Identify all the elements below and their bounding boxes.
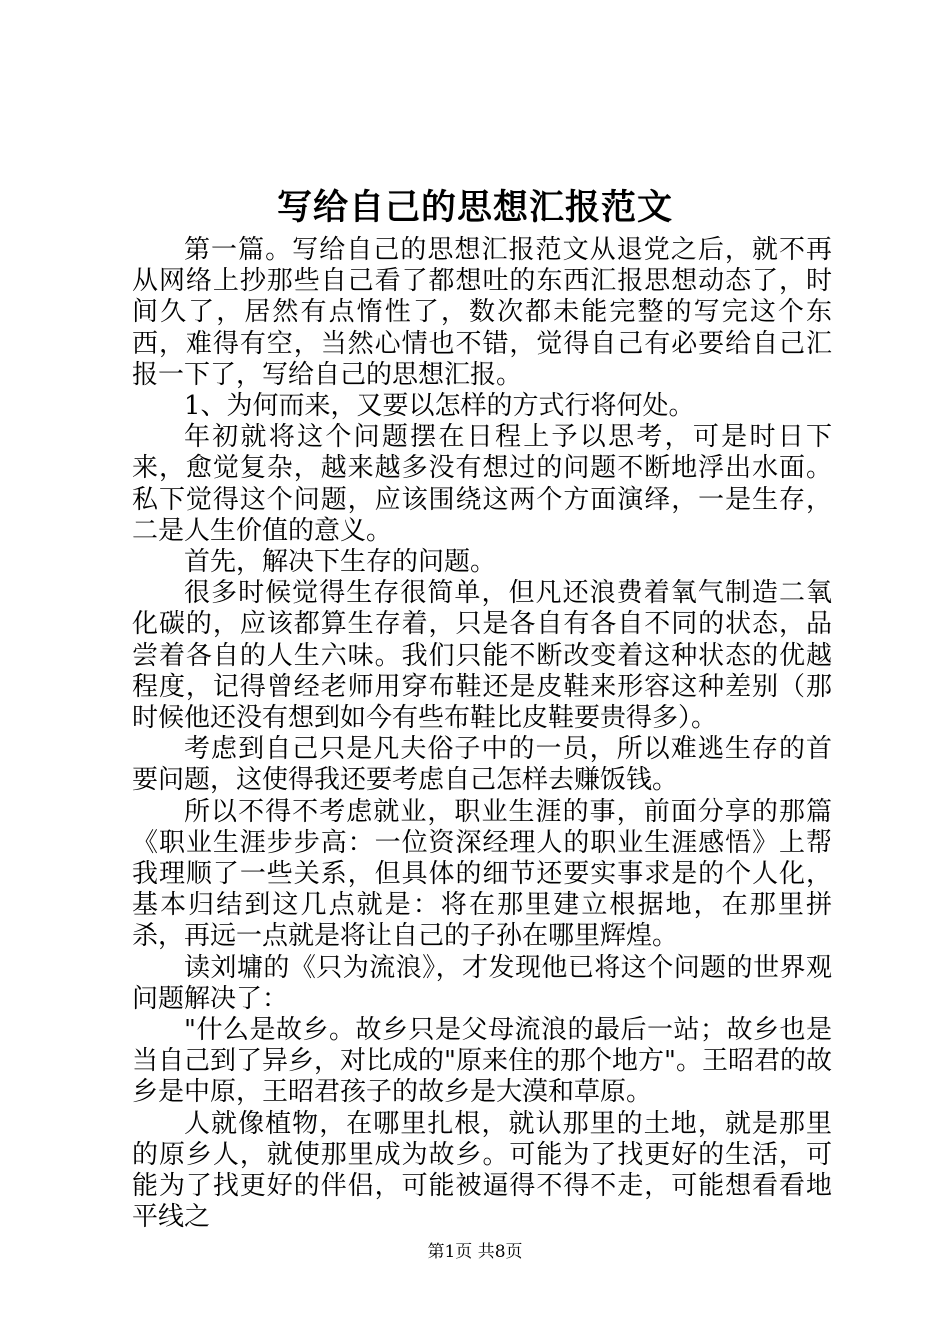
paragraph: 读刘墉的《只为流浪》，才发现他已将这个问题的世界观问题解决了： xyxy=(132,952,832,1014)
paragraph: 第一篇。写给自己的思想汇报范文从退党之后，就不再从网络上抄那些自己看了都想吐的东西汇报思想动态了，时间久了，居然有点惰性了，数次都未能完整的写完这个东西，难得有空，当然心情也不错，觉得自己有必要给自己汇报一下了，写给自己的思想汇报。 xyxy=(132,235,832,390)
paragraph: 首先，解决下生存的问题。 xyxy=(184,547,497,578)
paragraph: 人就像植物，在哪里扎根，就认那里的土地，就是那里的原乡人，就使那里成为故乡。可能为了找更好的生活，可能为了找更好的伴侣，可能被逼得不得不走，可能想看看地平线之 xyxy=(132,1108,832,1233)
document-body xyxy=(132,235,832,1234)
document-title: 写给自己的思想汇报范文 xyxy=(276,187,673,228)
paragraph: "什么是故乡。故乡只是父母流浪的最后一站；故乡也是当自己到了异乡，对比成的"原来住的那个地方"。王昭君的故乡是中原，王昭君孩子的故乡是大漠和草原。 xyxy=(132,1015,832,1108)
paragraph: 年初就将这个问题摆在日程上予以思考，可是时日下来，愈觉复杂，越来越多没有想过的问题不断地浮出水面。私下觉得这个问题，应该围绕这两个方面演绎，一是生存，二是人生价值的意义。 xyxy=(132,422,832,546)
paragraph: 很多时候觉得生存很简单，但凡还浪费着氧气制造二氧化碳的，应该都算生存着，只是各自有各自不同的状态，品尝着各自的人生六味。我们只能不断改变着这种状态的优越程度，记得曾经老师用穿布鞋还是皮鞋来形容这种差别（那时候他还没有想到如今有些布鞋比皮鞋要贵得多）。 xyxy=(132,578,832,734)
page-number-footer: 第1页 共8页 xyxy=(427,1242,523,1262)
paragraph: 1、为何而来，又要以怎样的方式行将何处。 xyxy=(184,391,695,422)
paragraph: 考虑到自己只是凡夫俗子中的一员，所以难逃生存的首要问题，这使得我还要考虑自己怎样去赚饭钱。 xyxy=(132,734,832,796)
paragraph: 所以不得不考虑就业，职业生涯的事，前面分享的那篇《职业生涯步步高：一位资深经理人的职业生涯感悟》上帮我理顺了一些关系，但具体的细节还要实事求是的个人化，基本归结到这几点就是：将在那里建立根据地，在那里拼杀，再远一点就是将让自己的子孙在哪里辉煌。 xyxy=(132,796,832,952)
